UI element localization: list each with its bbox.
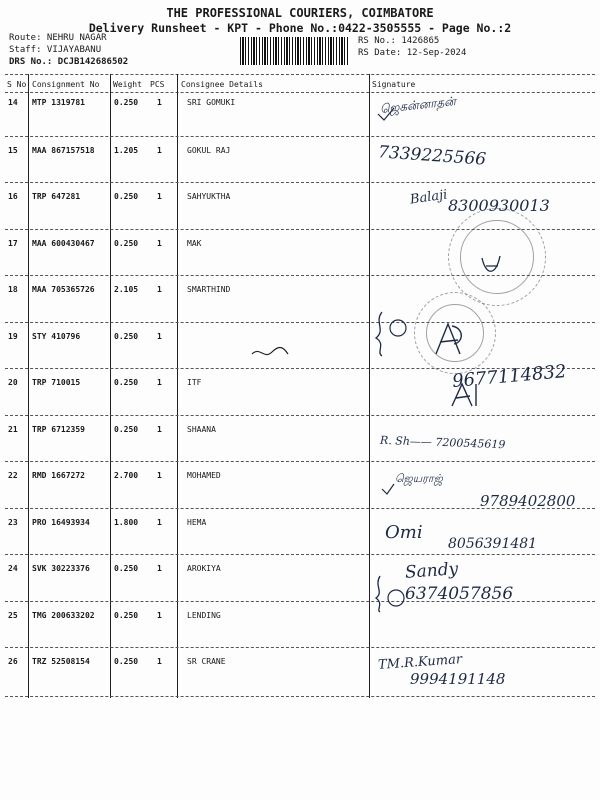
signature-row-24-phone: 6374057856 — [405, 584, 514, 604]
row-consignee: MAK — [187, 239, 202, 248]
barcode-icon — [240, 37, 350, 65]
row-divider — [5, 554, 595, 555]
bracket-mark-icon — [372, 308, 412, 358]
row-weight: 0.250 — [114, 192, 139, 201]
company-title: THE PROFESSIONAL COURIERS, COIMBATORE — [166, 6, 434, 20]
row-weight: 0.250 — [114, 425, 139, 434]
signature-row-23-phone: 8056391481 — [448, 536, 538, 552]
company-stamp-inner-icon — [426, 304, 484, 362]
row-consignee: SMARTHIND — [187, 285, 231, 294]
row-consignment-no: TRP 647281 — [32, 192, 81, 201]
runsheet-subtitle: Delivery Runsheet - KPT - Phone No.:0422-3505555 - Page No.:2 — [88, 21, 512, 35]
row-sno: 19 — [8, 332, 18, 341]
row-pcs: 1 — [157, 285, 162, 294]
col-header-consignment: Consignment No — [32, 80, 100, 89]
row-sno: 24 — [8, 564, 18, 573]
bracket-mark-icon — [372, 574, 408, 614]
row-pcs: 1 — [157, 611, 162, 620]
drs-number: DRS No.: DCJB142686502 — [9, 57, 129, 67]
signature-loop-icon — [448, 380, 484, 410]
row-pcs: 1 — [157, 471, 162, 480]
row-sno: 14 — [8, 98, 18, 107]
row-pcs: 1 — [157, 378, 162, 387]
consignee-scribble-icon — [250, 342, 290, 362]
row-pcs: 1 — [157, 192, 162, 201]
row-consignment-no: MAA 705365726 — [32, 285, 95, 294]
row-weight: 0.250 — [114, 657, 139, 666]
signature-row-20: 9677114832 — [451, 361, 568, 392]
signature-row-26-phone: 9994191148 — [410, 670, 506, 688]
row-sno: 26 — [8, 657, 18, 666]
row-weight: 0.250 — [114, 239, 139, 248]
table-row — [0, 611, 600, 657]
row-consignment-no: MAA 600430467 — [32, 239, 95, 248]
row-divider — [5, 182, 595, 183]
row-pcs: 1 — [157, 564, 162, 573]
row-sno: 17 — [8, 239, 18, 248]
row-consignee: ITF — [187, 378, 202, 387]
row-weight: 2.700 — [114, 471, 139, 480]
row-weight: 0.250 — [114, 332, 139, 341]
signature-row-24-name: Sandy — [404, 559, 459, 583]
table-header-rule — [5, 92, 595, 93]
company-stamp-inner-icon — [460, 220, 534, 294]
row-divider — [5, 136, 595, 137]
row-pcs: 1 — [157, 98, 162, 107]
col-header-sno: S No — [7, 80, 27, 89]
row-consignee: GOKUL RAJ — [187, 146, 231, 155]
row-weight: 2.105 — [114, 285, 139, 294]
row-pcs: 1 — [157, 146, 162, 155]
row-pcs: 1 — [157, 518, 162, 527]
row-divider — [5, 696, 595, 697]
row-consignment-no: TMG 200633202 — [32, 611, 95, 620]
table-row — [0, 98, 600, 144]
col-header-pcs: PCS — [150, 80, 165, 89]
row-consignment-no: MAA 867157518 — [32, 146, 95, 155]
check-mark-icon — [380, 482, 396, 496]
signature-row-16-phone: 8300930013 — [448, 196, 550, 215]
table-row — [0, 146, 600, 192]
row-consignment-no: PRO 16493934 — [32, 518, 90, 527]
row-consignee: LENDING — [187, 611, 221, 620]
row-sno: 16 — [8, 192, 18, 201]
row-consignment-no: SVK 30223376 — [32, 564, 90, 573]
row-sno: 23 — [8, 518, 18, 527]
row-consignment-no: TRP 6712359 — [32, 425, 85, 434]
rs-number: RS No.: 1426865 — [358, 36, 440, 46]
row-consignee: AROKIYA — [187, 564, 221, 573]
row-consignee: SAHYUKTHA — [187, 192, 231, 201]
signature-row-23-name: Omi — [385, 522, 423, 543]
row-weight: 0.250 — [114, 98, 139, 107]
table-row — [0, 425, 600, 471]
row-divider — [5, 322, 595, 323]
row-divider — [5, 647, 595, 648]
row-sno: 20 — [8, 378, 18, 387]
row-consignment-no: TRP 710015 — [32, 378, 81, 387]
signature-row-16-name: Balaji — [409, 187, 449, 208]
signature-row-15: 7339225566 — [377, 142, 487, 170]
row-consignee: HEMA — [187, 518, 207, 527]
signature-row-21: R. Sh—— 7200545619 — [379, 433, 506, 452]
row-consignment-no: STY 410796 — [32, 332, 81, 341]
row-consignee: SHAANA — [187, 425, 216, 434]
row-sno: 18 — [8, 285, 18, 294]
row-pcs: 1 — [157, 425, 162, 434]
row-consignment-no: MTP 1319781 — [32, 98, 85, 107]
signature-row-14: ஜெகன்னாதன் — [379, 94, 457, 116]
check-mark-icon — [376, 106, 396, 122]
row-consignee: SR CRANE — [187, 657, 226, 666]
col-header-consignee: Consignee Details — [181, 80, 263, 89]
row-weight: 1.800 — [114, 518, 139, 527]
staff-label: Staff: VIJAYABANU — [9, 45, 102, 55]
row-sno: 22 — [8, 471, 18, 480]
row-pcs: 1 — [157, 332, 162, 341]
row-pcs: 1 — [157, 657, 162, 666]
row-pcs: 1 — [157, 239, 162, 248]
table-top-rule — [5, 74, 595, 75]
signature-row-22-phone: 9789402800 — [480, 492, 576, 510]
row-weight: 0.250 — [114, 564, 139, 573]
row-sno: 25 — [8, 611, 18, 620]
signature-row-26-name: TM.R.Kumar — [377, 652, 463, 673]
route-label: Route: NEHRU NAGAR — [9, 33, 107, 43]
rs-date: RS Date: 12-Sep-2024 — [358, 48, 467, 58]
col-header-signature: Signature — [372, 80, 416, 89]
row-divider — [5, 461, 595, 462]
row-weight: 1.205 — [114, 146, 139, 155]
row-weight: 0.250 — [114, 611, 139, 620]
row-divider — [5, 415, 595, 416]
row-consignee: SRI GOMUKI — [187, 98, 236, 107]
row-sno: 15 — [8, 146, 18, 155]
row-consignee: MOHAMED — [187, 471, 221, 480]
row-weight: 0.250 — [114, 378, 139, 387]
row-sno: 21 — [8, 425, 18, 434]
col-header-weight: Weight — [113, 80, 142, 89]
row-consignment-no: TRZ 52508154 — [32, 657, 90, 666]
row-consignment-no: RMD 1667272 — [32, 471, 85, 480]
signature-row-22-name: ஜெயராஜ் — [395, 472, 443, 485]
